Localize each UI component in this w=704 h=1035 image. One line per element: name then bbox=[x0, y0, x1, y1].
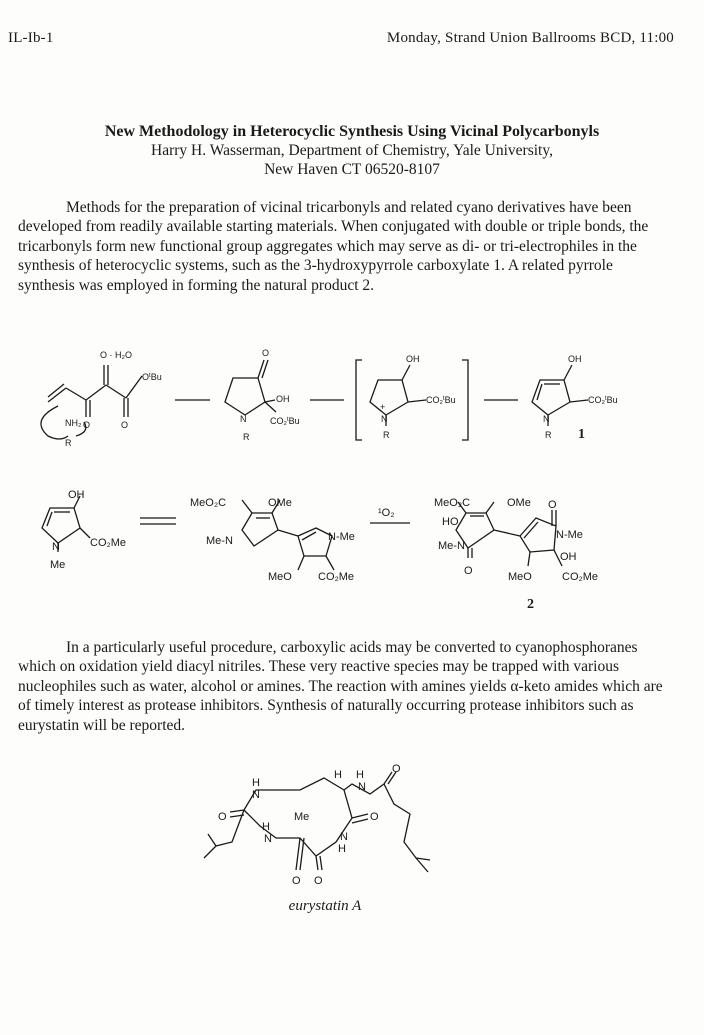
carbonyl-o-2: O bbox=[121, 420, 129, 430]
s2-ester: CO₂Me bbox=[90, 537, 127, 549]
s2-keto-o: O bbox=[548, 499, 557, 511]
hydroxyl-1: OH bbox=[276, 394, 290, 404]
eurystatin-caption: eurystatin A bbox=[288, 898, 362, 914]
s2-co2me-2: CO₂Me bbox=[562, 571, 599, 583]
s2-meo2c-1: MeO₂C bbox=[190, 497, 227, 509]
eury-n-2: N bbox=[264, 833, 272, 845]
otbu-label: $O^tBu$ bbox=[142, 372, 162, 382]
eury-o-4: O bbox=[314, 875, 323, 887]
charge-plus: + bbox=[380, 402, 386, 412]
r-group-2: R bbox=[243, 432, 250, 442]
s2-oh-2: OH bbox=[560, 551, 577, 563]
hydroxyl-3: OH bbox=[568, 354, 582, 364]
compound-2-label: 2 bbox=[527, 597, 534, 612]
s2-n-methyl: Me bbox=[50, 559, 66, 571]
hydroxyl-2: OH bbox=[406, 354, 420, 364]
session-code: IL-Ib-1 bbox=[8, 30, 54, 46]
scheme-2 bbox=[0, 488, 704, 618]
s2-co2me-1: CO₂Me bbox=[318, 571, 355, 583]
s2-ome-1: OMe bbox=[268, 497, 292, 509]
s2-meo-2: MeO bbox=[508, 571, 532, 583]
scheme-1 bbox=[0, 340, 704, 460]
paper-title: New Methodology in Heterocyclic Synthesis Using Vicinal Polycarbonyls bbox=[104, 123, 600, 140]
eury-h-4: H bbox=[262, 821, 270, 833]
r-group-4: R bbox=[545, 430, 552, 440]
eury-amide-o: O bbox=[392, 763, 401, 775]
s2-me-n-1: Me-N bbox=[206, 535, 233, 547]
eury-n-1: N bbox=[252, 789, 260, 801]
s2-hydroxyl: OH bbox=[68, 489, 85, 501]
eury-h-5: H bbox=[338, 843, 346, 855]
s2-me-n-2: Me-N bbox=[438, 540, 465, 552]
r-group-1: R bbox=[65, 438, 72, 448]
s2-meo-1: MeO bbox=[268, 571, 292, 583]
eury-h-1: H bbox=[334, 769, 342, 781]
carbonyl-o-1: O bbox=[83, 420, 91, 430]
abstract-paragraph-2: In a particularly useful procedure, carboxylic acids may be converted to cyanophosphoranes which on oxidation yield diacyl nitriles. These very reactive species may be trapped with various nucleophiles such as water, alcohol or amines. The reaction with amines yields α-keto amides which are of timely interest as protease inhibitors. Synthesis of naturally occurring protease inhibitors such as eurystatin will be reported. bbox=[18, 639, 663, 734]
compound-1-label: 1 bbox=[578, 427, 585, 442]
amine-label: NH₂ bbox=[65, 418, 82, 428]
ketone-o: O bbox=[262, 348, 270, 358]
eury-h-2: H bbox=[356, 769, 364, 781]
eury-amide-n: N bbox=[358, 781, 366, 793]
ester-label-2: CO₂$^t$Bu bbox=[426, 395, 456, 405]
paper-location: New Haven CT 06520-8107 bbox=[264, 161, 440, 178]
ring-n-2: N bbox=[381, 414, 388, 424]
ring-n-3: N bbox=[543, 414, 550, 424]
ester-label-3: CO₂$^t$Bu bbox=[588, 395, 618, 405]
s2-ome-2: OMe bbox=[507, 497, 531, 509]
session-info: Monday, Strand Union Ballrooms BCD, 11:00 bbox=[386, 30, 674, 46]
s2-meo2c-2: MeO₂C bbox=[434, 497, 471, 509]
paper-author: Harry H. Wasserman, Department of Chemistry, Yale University, bbox=[151, 142, 553, 159]
s2-lactam-o: O bbox=[464, 565, 473, 577]
s2-n-me-1: N-Me bbox=[328, 531, 355, 543]
s2-n-me-2: N-Me bbox=[556, 529, 583, 541]
title-block bbox=[0, 122, 704, 179]
hydrate-label: O · H₂O bbox=[100, 350, 132, 360]
eury-o-2: O bbox=[370, 811, 379, 823]
eury-h-3: H bbox=[252, 777, 260, 789]
eurystatin-structure bbox=[0, 762, 704, 902]
eury-n-3: N bbox=[340, 831, 348, 843]
abstract-paragraph-1: Methods for the preparation of vicinal tricarbonyls and related cyano derivatives have been developed from readily available starting materials. When conjugated with double or triple bonds, the tricarbonyls form new functional group aggregates which may serve as di- or tri-electrophiles in the synthesis of heterocyclic systems, such as the 3-hydroxypyrrole carboxylate 1. A related pyrrole synthesis was employed in forming the natural product 2. bbox=[18, 199, 649, 294]
eury-me: Me bbox=[294, 811, 310, 823]
eury-o-1: O bbox=[218, 811, 227, 823]
s2-ring-n: N bbox=[52, 541, 60, 553]
eury-o-3: O bbox=[292, 875, 301, 887]
ester-label-1: CO₂$^t$Bu bbox=[270, 416, 300, 426]
r-group-3: R bbox=[383, 430, 390, 440]
s2-ho: HO bbox=[442, 516, 459, 528]
ring-n-1: N bbox=[240, 414, 247, 424]
singlet-oxygen: ¹O₂ bbox=[378, 507, 395, 519]
